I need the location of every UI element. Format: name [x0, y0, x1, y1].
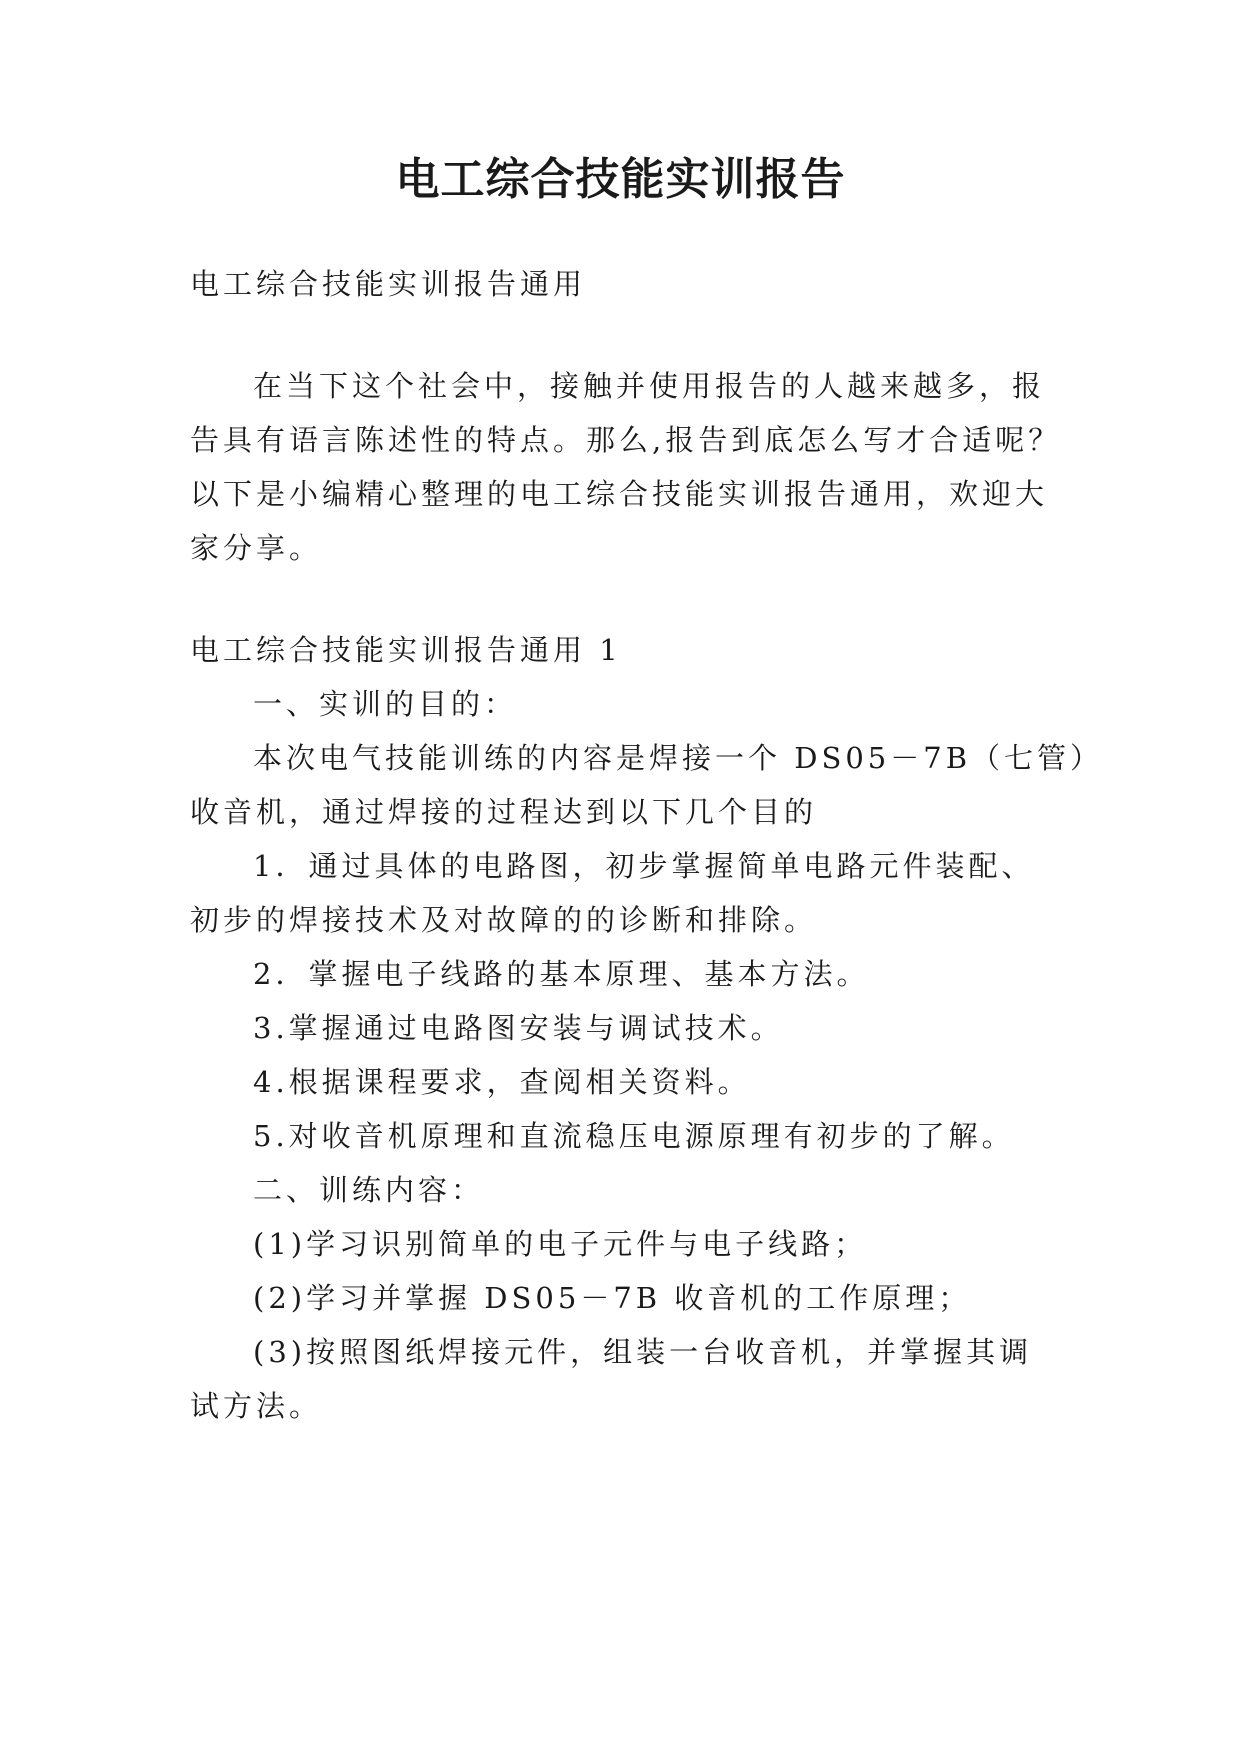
intro-line-3: 以下是小编精心整理的电工综合技能实训报告通用，欢迎大 — [190, 477, 1049, 511]
section-heading: 电工综合技能实训报告通用 1 — [190, 633, 622, 667]
purpose-intro-line-2: 收音机，通过焊接的过程达到以下几个目的 — [190, 795, 818, 829]
purpose-item-4: 4.根据课程要求，查阅相关资料。 — [253, 1065, 751, 1099]
document-subtitle: 电工综合技能实训报告通用 — [190, 267, 587, 301]
intro-line-4: 家分享。 — [190, 531, 323, 565]
purpose-item-3: 3.掌握通过电路图安装与调试技术。 — [253, 1011, 784, 1045]
training-item-2: (2)学习并掌握 DS05－7B 收音机的工作原理； — [253, 1281, 972, 1315]
purpose-item-5: 5.对收音机原理和直流稳压电源原理有初步的了解。 — [253, 1119, 1015, 1153]
training-heading: 二、训练内容： — [253, 1173, 485, 1207]
intro-line-2: 告具有语言陈述性的特点。那么,报告到底怎么写才合适呢？ — [190, 423, 1062, 457]
training-item-1: (1)学习识别简单的电子元件与电子线路； — [253, 1227, 868, 1261]
training-item-3-line-2: 试方法。 — [190, 1389, 323, 1423]
purpose-item-1-line-1: 1．通过具体的电路图，初步掌握简单电路元件装配、 — [253, 849, 1035, 883]
purpose-item-1-line-2: 初步的焊接技术及对故障的的诊断和排除。 — [190, 903, 818, 937]
intro-line-1: 在当下这个社会中，接触并使用报告的人越来越多，报 — [253, 369, 1046, 403]
purpose-item-2: 2．掌握电子线路的基本原理、基本方法。 — [253, 957, 870, 991]
purpose-heading: 一、实训的目的： — [253, 687, 518, 721]
purpose-intro-line-1: 本次电气技能训练的内容是焊接一个 DS05－7B（七管） — [253, 741, 1103, 775]
document-title: 电工综合技能实训报告 — [395, 154, 846, 205]
training-item-3-line-1: (3)按照图纸焊接元件，组装一台收音机，并掌握其调 — [253, 1335, 1033, 1369]
